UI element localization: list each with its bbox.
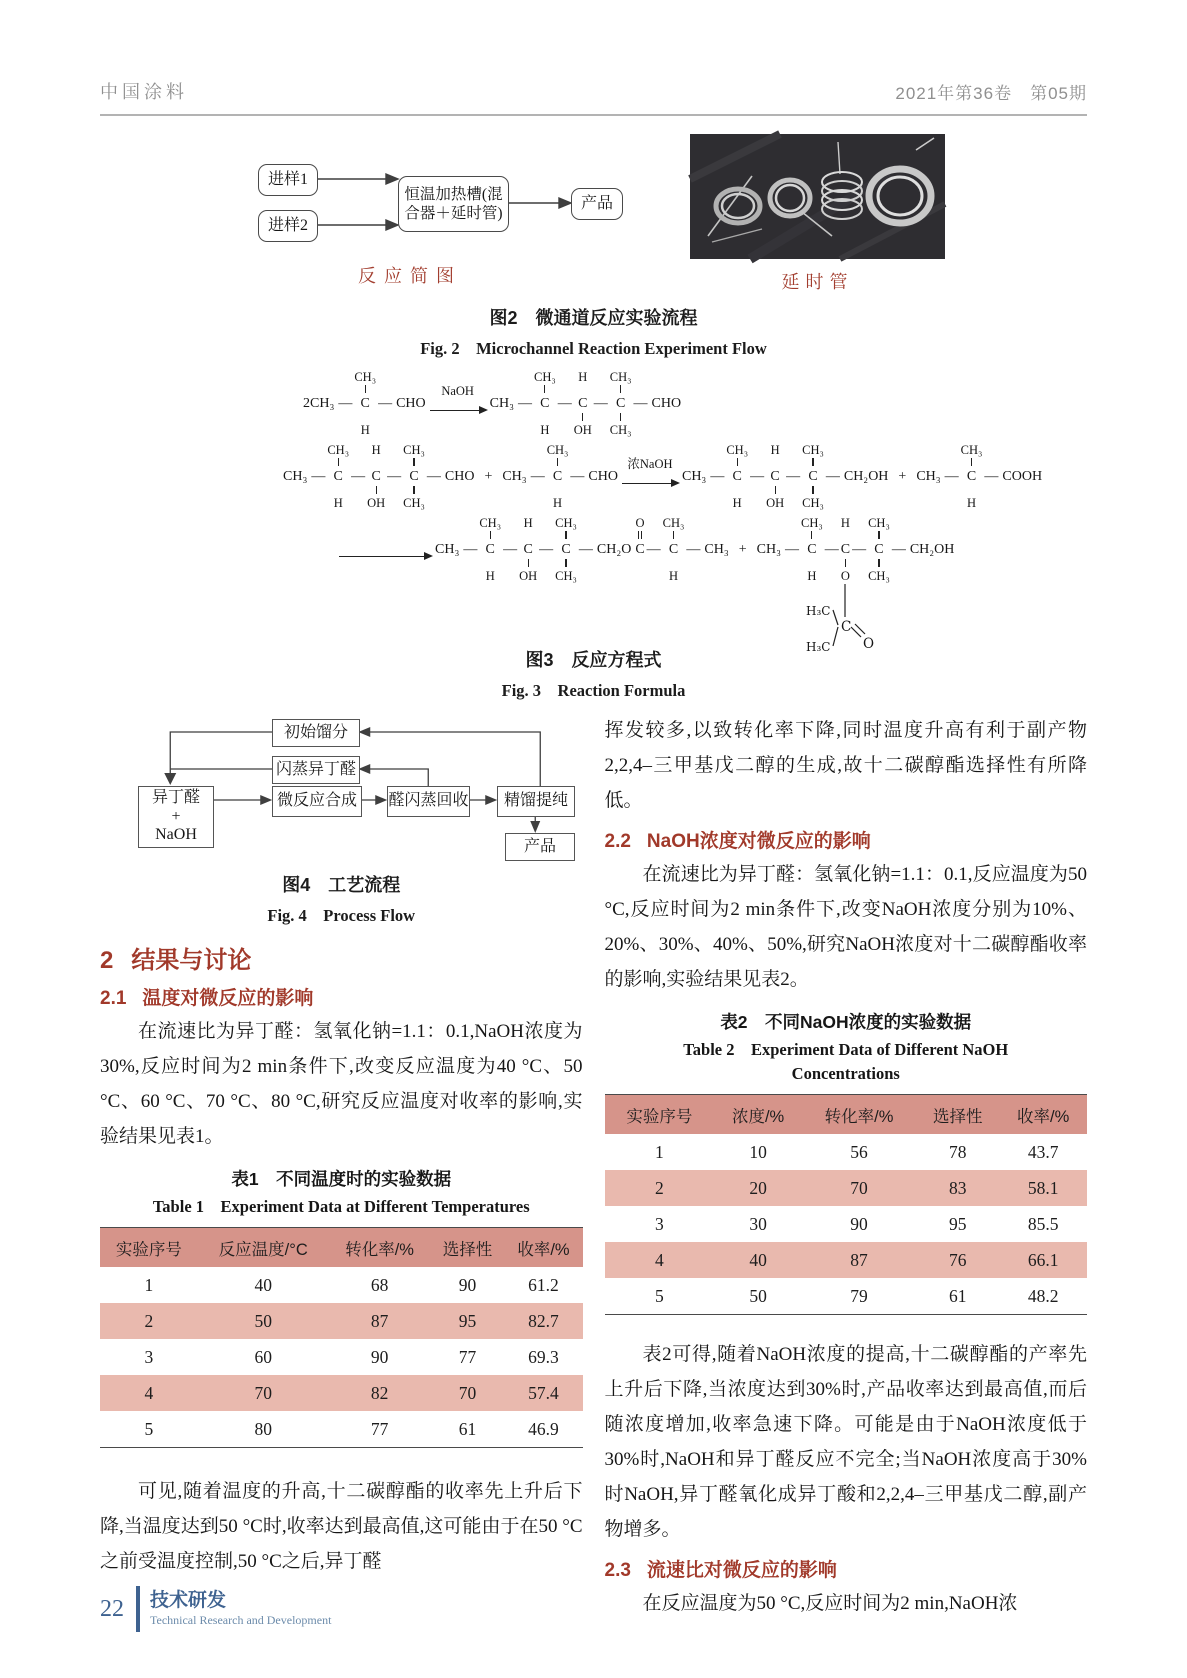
table-cell: 56 (850, 1141, 868, 1162)
single-bond: — (786, 469, 801, 484)
delay-tube-photo-image (690, 134, 945, 259)
formula-text: CHO (396, 396, 426, 411)
table-cell: 43.7 (1027, 1141, 1059, 1162)
table2-caption-en (605, 1038, 1088, 1086)
table-cell: 3 (655, 1213, 664, 1234)
issue-info: 2021年第36卷 第05期 (895, 84, 1087, 103)
column-header: 转化率/% (802, 1095, 916, 1135)
table-row (100, 1339, 583, 1375)
box-aldehyde-flash-recovery (387, 786, 470, 817)
formula-carbon-unit: CH₃ C CH₃ (868, 516, 890, 583)
formula-text: CH₂OH (909, 542, 955, 557)
column-header: 转化率/% (329, 1228, 431, 1268)
column-header: 收率/% (999, 1095, 1087, 1135)
reaction-arrow (429, 369, 487, 411)
box-product-label: 产品 (580, 195, 613, 212)
page-number: 22 (100, 1595, 124, 1622)
table-cell: 40 (714, 1242, 802, 1278)
formula-carbon-unit: CH₃ C CH₃ (802, 443, 824, 510)
formula-carbon-unit: CH₃ C CH₃ (609, 370, 632, 437)
formula-carbon-unit: CH₃ C H (479, 516, 502, 583)
reaction-equation-1 (300, 369, 1087, 438)
table-cell: 61 (949, 1285, 967, 1306)
formula-text: COOH (1002, 469, 1043, 484)
footer-divider-bar (136, 1586, 140, 1632)
formula-text: CHO (651, 396, 682, 411)
single-bond: — (426, 469, 441, 484)
table-cell: 5 (144, 1418, 154, 1439)
formula-text: CH₃ (681, 469, 707, 484)
single-bond: — (593, 396, 608, 411)
reaction-arrow (338, 515, 432, 557)
arrow-line (430, 410, 486, 411)
figure3-equations (100, 369, 1087, 654)
table-row (605, 1206, 1088, 1242)
column-header: 实验序号 (100, 1228, 198, 1268)
table1-caption-zh: 表1 不同温度时的实验数据 (231, 1169, 452, 1189)
arrow-line (622, 483, 678, 484)
table-cell: 68 (370, 1274, 389, 1295)
formula-text: O (863, 636, 875, 652)
table-cell: 77 (458, 1346, 477, 1367)
single-bond: — (578, 542, 593, 557)
paragraph-2-2-discussion: 表2可得,随着NaOH浓度的提高,十二碳醇酯的产率先上升后下降,当浓度达到30%时,产品收率达到最高值,而后随浓度增加,收率急速下降。可能是由于NaOH浓度低于30%时,NaOH和异丁醛反应不完全;当NaOH浓度高于30%时NaOH,异丁醛氧化成异丁酸和2,2,4–三甲基戊二醇,副产物增多。 (604, 1344, 1087, 1540)
single-bond: — (311, 469, 326, 484)
table-cell: 58.1 (999, 1170, 1087, 1206)
table-cell: 40 (254, 1274, 272, 1295)
paragraph-2-3: 在反应温度为50 °C,反应时间为2 min,NaOH浓 (642, 1593, 1018, 1614)
single-bond: — (557, 396, 572, 411)
section-2-1-heading (100, 983, 583, 1010)
reaction-arrow-label: NaOH (441, 384, 474, 398)
table-row (605, 1134, 1088, 1170)
figure4-caption-en: Fig. 4 Process Flow (267, 906, 416, 925)
table-cell: 82 (329, 1375, 431, 1411)
formula-carbon-unit: H C OH (519, 516, 538, 583)
formula-carbon-unit: H C OH (766, 443, 785, 510)
reaction-arrow (621, 442, 679, 484)
formula-carbon-unit: CH₃ C H (960, 443, 983, 510)
single-bond: — (570, 469, 585, 484)
section-2-1-number: 2.1 (100, 988, 127, 1009)
table-cell: 50 (749, 1285, 767, 1306)
box-feed-label-2: + (171, 807, 181, 825)
single-bond: — (378, 396, 393, 411)
table-cell: 4 (605, 1242, 715, 1278)
figure2-diagram (100, 134, 1087, 296)
formula-text: CH₃ (704, 542, 729, 557)
formula-carbon-unit: CH₃ C CH₃ (555, 516, 577, 583)
single-bond: — (351, 469, 366, 484)
table-cell: 10 (749, 1141, 767, 1162)
section-2-number: 2 (100, 947, 114, 974)
box-feed-1 (258, 164, 318, 196)
formula-carbon-unit: H C OH (367, 443, 386, 510)
box-micro-reaction (272, 786, 362, 817)
reaction-equation-3 (338, 515, 1087, 654)
figure4-diagram (100, 713, 583, 863)
formula-text: CH₂O (596, 542, 632, 557)
table-cell: 4 (100, 1375, 198, 1411)
formula-carbon-unit: CH₃ C H (726, 443, 749, 510)
paragraph-2-1: 在流速比为异丁醛：氢氧化钠=1.1：0.1,NaOH浓度为30%,反应时间为2 min条件下,改变反应温度为40 °C、50 °C、60 °C、70 °C、80 °C,研究反应温度对收率的影响,实验结果见表1。 (100, 1021, 583, 1147)
paper-page (0, 78, 1187, 1678)
single-bond: — (530, 469, 545, 484)
formula-carbon-unit: CH₃ C H (546, 443, 569, 510)
paragraph-2-1-discussion: 可见,随着温度的升高,十二碳醇酯的收率先上升后下降,当温度达到50 °C时,收率达到最高值,这可能由于在50 °C之前受温度控制,50 °C之后,异丁醛 (100, 1481, 583, 1572)
table2-caption-zh: 表2 不同NaOH浓度的实验数据 (720, 1012, 972, 1032)
formula-carbon-unit: O C (635, 516, 645, 557)
table-cell: 87 (329, 1303, 431, 1339)
figure4-caption-zh: 图4 工艺流程 (282, 875, 401, 895)
single-bond: — (539, 542, 554, 557)
formula-text: CHO (444, 469, 475, 484)
column-header: 实验序号 (605, 1095, 715, 1135)
single-bond: — (633, 396, 648, 411)
figure3-caption-zh: 图3 反应方程式 (525, 650, 662, 670)
table-cell: 95 (949, 1213, 967, 1234)
box-product (571, 188, 623, 220)
table1 (100, 1227, 583, 1448)
box-final-product (505, 833, 575, 861)
single-bond: — (750, 469, 765, 484)
box-distillation (497, 786, 575, 817)
box-heater-line2: 合器＋延时管) (404, 205, 503, 222)
table-cell: 66.1 (999, 1242, 1087, 1278)
table2 (605, 1094, 1088, 1315)
table1-caption-en: Table 1 Experiment Data at Different Temperatures (152, 1197, 530, 1216)
box-flash-isobutyraldehyde (272, 756, 360, 784)
arrow-line (339, 556, 431, 557)
table-cell: 1 (655, 1141, 664, 1162)
table-cell: 5 (655, 1285, 664, 1306)
box-final-product-label: 产品 (523, 837, 556, 855)
table-cell: 78 (949, 1141, 967, 1162)
column-header: 选择性 (430, 1228, 504, 1268)
formula-text: CH₃ (756, 542, 781, 557)
formula-text: 2CH₃ (303, 396, 335, 411)
box-flash-isobutyraldehyde-label: 闪蒸异丁醛 (275, 760, 356, 778)
box-micro-reaction-label: 微反应合成 (276, 792, 357, 810)
table-cell: 3 (144, 1346, 154, 1367)
table-cell: 30 (749, 1213, 767, 1234)
table-cell: 85.5 (1027, 1213, 1059, 1234)
formula-carbon-unit: CH₃ C H (662, 516, 685, 583)
table-cell: 90 (370, 1346, 389, 1367)
box-heater (398, 176, 509, 232)
figure2-caption-en: Fig. 2 Microchannel Reaction Experiment Flow (420, 339, 767, 358)
formula-carbon-unit: CH₃ C H (354, 370, 377, 437)
table-cell: 90 (850, 1213, 868, 1234)
section-2-2-number: 2.2 (604, 831, 631, 852)
section-2-3-title: 流速比对微反应的影响 (646, 1560, 837, 1581)
column-header: 浓度/% (714, 1095, 802, 1135)
table-row (605, 1278, 1088, 1315)
single-bond: — (686, 542, 701, 557)
column-header: 收率/% (504, 1228, 582, 1268)
single-bond: — (944, 469, 959, 484)
formula-carbon-unit: H C OH (573, 370, 592, 437)
table2-header-row (605, 1095, 1088, 1135)
figure3-caption (0, 646, 1187, 701)
single-bond: — (852, 542, 867, 557)
single-bond: — (338, 396, 353, 411)
single-bond: — (517, 396, 532, 411)
table-cell: 90 (458, 1274, 477, 1295)
table-cell: 1 (144, 1274, 154, 1295)
table-cell: 95 (430, 1303, 504, 1339)
table-row (100, 1303, 583, 1339)
table-cell: 2 (605, 1170, 715, 1206)
left-column (100, 713, 583, 1621)
formula-text: C (841, 619, 852, 635)
column-header: 选择性 (916, 1095, 999, 1135)
formula-text: CH₂OH (843, 469, 889, 484)
section-2-2-title: NaOH浓度对微反应的影响 (646, 831, 871, 852)
box-initial-fraction-label: 初始馏分 (283, 723, 348, 741)
table-cell: 60 (254, 1346, 272, 1367)
two-column-body (100, 713, 1087, 1621)
table-cell: 70 (802, 1170, 916, 1206)
formula-carbon-unit: CH₃ C CH₃ (403, 443, 425, 510)
table-cell: 79 (850, 1285, 868, 1306)
table-cell: 70 (430, 1375, 504, 1411)
delay-tube-label: 延时管 (781, 272, 854, 292)
formula-text: CH₃ (916, 469, 941, 484)
formula-text: + (738, 542, 747, 557)
section-2-title: 结果与讨论 (131, 947, 252, 974)
table-cell: 83 (916, 1170, 999, 1206)
page-header (100, 78, 1087, 116)
formula-carbon-unit: H₃C H₃C C O H C O (840, 515, 851, 584)
table-row (100, 1267, 583, 1303)
box-heater-line1: 恒温加热槽(混 (404, 185, 503, 203)
figure2-caption-zh: 图2 微通道反应实验流程 (489, 308, 698, 328)
table1-header-row (100, 1228, 583, 1268)
page-footer (100, 1586, 331, 1632)
formula-carbon-unit: CH₃ C H (801, 516, 823, 583)
table-cell: 20 (714, 1170, 802, 1206)
formula-text: CHO (588, 469, 618, 484)
right-column (605, 713, 1088, 1621)
single-bond: — (646, 542, 661, 557)
formula-text: H₃C (806, 604, 831, 618)
section-2-heading (100, 940, 583, 975)
single-bond: — (785, 542, 799, 557)
table-cell: 50 (198, 1303, 329, 1339)
formula-text: CH₃ (489, 396, 514, 411)
table2-caption-en-line1: Table 2 Experiment Data of Different NaOH (683, 1040, 1009, 1059)
footer-section-en: Technical Research and Development (150, 1613, 332, 1628)
formula-text: + (484, 469, 493, 484)
single-bond: — (503, 542, 518, 557)
table-cell: 87 (802, 1242, 916, 1278)
formula-carbon-unit: CH₃ C H (533, 370, 556, 437)
formula-text: + (898, 469, 907, 484)
table-row (605, 1170, 1088, 1206)
box-isobutyraldehyde-naoh (138, 786, 214, 848)
single-bond: — (825, 469, 840, 484)
table-cell: 80 (254, 1418, 272, 1439)
formula-carbon-unit: CH₃ C H (327, 443, 350, 510)
column-header: 反应温度/°C (198, 1228, 329, 1268)
table-cell: 70 (198, 1375, 329, 1411)
box-feed-label-3: NaOH (155, 826, 197, 844)
box-feed-2 (258, 210, 318, 242)
paragraph-continued: 挥发较多,以致转化率下降,同时温度升高有利于副产物2,2,4–三甲基戊二醇的生成,故十二碳醇酯选择性有所降低。 (604, 720, 1087, 811)
table-cell: 61 (458, 1418, 477, 1439)
formula-text: CH₃ (435, 542, 460, 557)
box-feed-2-label: 进样2 (267, 217, 308, 234)
section-2-1-title: 温度对微反应的影响 (142, 988, 314, 1009)
table-cell: 57.4 (504, 1375, 582, 1411)
formula-text: CH₃ (283, 469, 308, 484)
table-cell: 82.7 (504, 1303, 582, 1339)
delay-tube-photo (690, 134, 945, 259)
box-aldehyde-flash-recovery-label: 醛闪蒸回收 (388, 792, 469, 810)
figure2-caption (0, 304, 1187, 359)
figure3-caption-en: Fig. 3 Reaction Formula (501, 681, 686, 700)
single-bond: — (387, 469, 402, 484)
box-initial-fraction (272, 719, 360, 747)
table-cell: 76 (916, 1242, 999, 1278)
single-bond: — (463, 542, 478, 557)
formula-text: CH₃ (502, 469, 527, 484)
table-cell: 69.3 (528, 1346, 559, 1367)
single-bond: — (891, 542, 906, 557)
reaction-arrow-label: 浓NaOH (627, 457, 673, 471)
table-cell: 2 (100, 1303, 198, 1339)
section-2-2-heading (605, 826, 1088, 853)
section-2-3-number: 2.3 (604, 1560, 631, 1581)
table-row (605, 1242, 1088, 1278)
box-feed-label-1: 异丁醛 (151, 789, 200, 807)
table-cell: 61.2 (528, 1274, 559, 1295)
box-distillation-label: 精馏提纯 (503, 792, 568, 810)
reaction-arrow-label (382, 515, 388, 548)
table-row (100, 1375, 583, 1411)
reaction-equation-2 (280, 442, 1087, 511)
single-bond: — (710, 469, 725, 484)
section-2-3-heading (605, 1555, 1088, 1582)
isobutyrate-ester-group (804, 584, 914, 656)
single-bond: — (824, 542, 839, 557)
single-bond: — (984, 469, 999, 484)
reaction-diagram-label: 反应简图 (358, 266, 462, 286)
paragraph-2-2: 在流速比为异丁醛：氢氧化钠=1.1：0.1,反应温度为50 °C,反应时间为2 min条件下,改变NaOH浓度分别为10%、20%、30%、40%、50%,研究NaOH浓度对十二碳醇酯收率的影响,实验结果见表2。 (604, 864, 1087, 990)
table-cell: 46.9 (528, 1418, 559, 1439)
journal-name: 中国涂料 (100, 82, 188, 102)
figure4-caption (100, 871, 583, 926)
table-cell: 48.2 (1027, 1285, 1059, 1306)
table-row (100, 1411, 583, 1448)
formula-text: H₃C (806, 640, 831, 654)
box-feed-1-label: 进样1 (267, 171, 308, 188)
footer-section-zh: 技术研发 (150, 1590, 227, 1612)
table2-caption-en-line2: Concentrations (791, 1064, 900, 1083)
table-cell: 77 (370, 1418, 389, 1439)
